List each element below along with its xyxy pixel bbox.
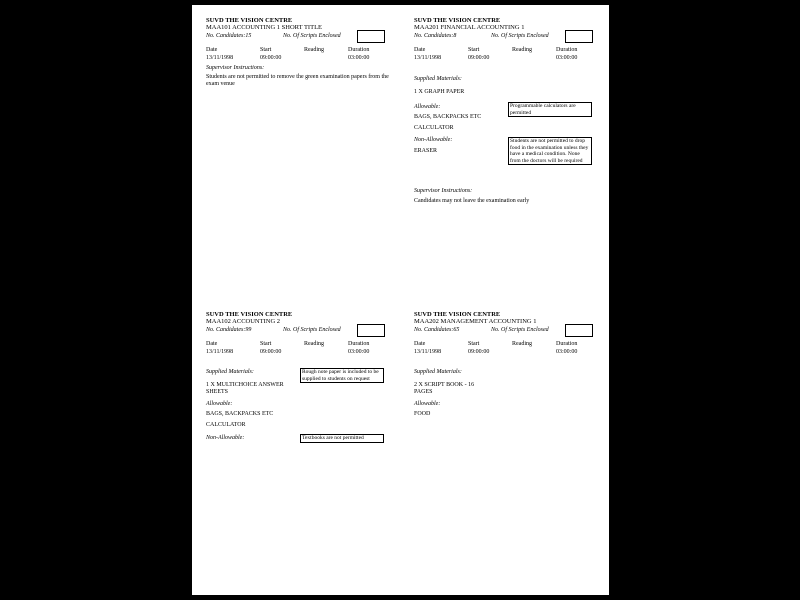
- reading-header: Reading: [304, 341, 324, 347]
- reading-header: Reading: [512, 47, 532, 53]
- exam-title: MAA102 ACCOUNTING 2: [206, 318, 281, 325]
- scripts-enclosed-label: No. Of Scripts Enclosed: [491, 327, 549, 333]
- start-header: Start: [468, 47, 480, 53]
- date-header: Date: [206, 341, 218, 347]
- supervisor-text: Students are not permitted to remove the green examination papers from the exam venue: [206, 74, 389, 87]
- scripts-enclosed-box[interactable]: [565, 30, 593, 43]
- exam-title: MAA201 FINANCIAL ACCOUNTING 1: [414, 24, 525, 31]
- centre-name: SUVD THE VISION CENTRE: [206, 311, 293, 318]
- allowable-note: Programmable calculators are permitted: [508, 102, 592, 117]
- allowable-label: Allowable:: [414, 104, 441, 110]
- non-allowable-label: Non-Allowable:: [414, 137, 453, 143]
- scripts-enclosed-label: No. Of Scripts Enclosed: [283, 327, 341, 333]
- exam-title: MAA101 ACCOUNTING 1 SHORT TITLE: [206, 24, 323, 31]
- allowable-label: Allowable:: [414, 401, 441, 407]
- exam-duration: 03:00:00: [348, 349, 370, 355]
- scripts-enclosed-box[interactable]: [357, 30, 385, 43]
- exam-date: 13/11/1998: [206, 349, 234, 355]
- exam-duration: 03:00:00: [556, 55, 578, 61]
- allowable-label: Allowable:: [206, 401, 233, 407]
- non-allowable-note: Textbooks are not permitted: [300, 434, 384, 443]
- exam-duration: 03:00:00: [556, 349, 578, 355]
- date-header: Date: [206, 47, 218, 53]
- supplied-item: 2 X SCRIPT BOOK - 16 PAGES: [414, 382, 475, 395]
- candidates-count: No. Candidates:99: [206, 327, 252, 333]
- start-header: Start: [260, 47, 272, 53]
- start-header: Start: [260, 341, 272, 347]
- exam-start: 09:00:00: [260, 349, 282, 355]
- candidates-count: No. Candidates:15: [206, 33, 252, 39]
- exam-date: 13/11/1998: [206, 55, 234, 61]
- supervisor-label: Supervisor Instructions:: [206, 65, 265, 71]
- exam-start: 09:00:00: [468, 349, 490, 355]
- date-header: Date: [414, 47, 426, 53]
- exam-start: 09:00:00: [468, 55, 490, 61]
- exam-date: 13/11/1998: [414, 349, 442, 355]
- centre-name: SUVD THE VISION CENTRE: [206, 17, 293, 24]
- allowable-item: BAGS, BACKPACKS ETC: [206, 411, 274, 417]
- duration-header: Duration: [556, 341, 578, 347]
- scripts-enclosed-label: No. Of Scripts Enclosed: [491, 33, 549, 39]
- supplied-note: Rough note paper is included to be supplied to students on request: [300, 368, 384, 383]
- allowable-item: CALCULATOR: [414, 125, 454, 131]
- scripts-enclosed-box[interactable]: [357, 324, 385, 337]
- supervisor-label: Supervisor Instructions:: [414, 188, 473, 194]
- non-allowable-note: Students are not permitted to drop food in the examination unless they have a medical condition. None from the doctors will be required: [508, 137, 592, 165]
- supplied-label: Supplied Materials:: [206, 369, 254, 375]
- allowable-item: CALCULATOR: [206, 422, 246, 428]
- start-header: Start: [468, 341, 480, 347]
- supplied-label: Supplied Materials:: [414, 76, 462, 82]
- scripts-enclosed-box[interactable]: [565, 324, 593, 337]
- scripts-enclosed-label: No. Of Scripts Enclosed: [283, 33, 341, 39]
- allowable-item: FOOD: [414, 411, 431, 417]
- non-allowable-label: Non-Allowable:: [206, 435, 245, 441]
- supervisor-text: Candidates may not leave the examination early: [414, 198, 530, 204]
- centre-name: SUVD THE VISION CENTRE: [414, 17, 501, 24]
- exam-date: 13/11/1998: [414, 55, 442, 61]
- non-allowable-item: ERASER: [414, 148, 438, 154]
- duration-header: Duration: [556, 47, 578, 53]
- candidates-count: No. Candidates:8: [414, 33, 457, 39]
- allowable-item: BAGS, BACKPACKS ETC: [414, 114, 482, 120]
- supplied-item: 1 X GRAPH PAPER: [414, 89, 465, 95]
- centre-name: SUVD THE VISION CENTRE: [414, 311, 501, 318]
- supplied-item: 1 X MULTICHOICE ANSWER SHEETS: [206, 382, 284, 395]
- document-page: [192, 5, 609, 595]
- reading-header: Reading: [512, 341, 532, 347]
- exam-start: 09:00:00: [260, 55, 282, 61]
- duration-header: Duration: [348, 47, 370, 53]
- date-header: Date: [414, 341, 426, 347]
- candidates-count: No. Candidates:65: [414, 327, 460, 333]
- exam-title: MAA202 MANAGEMENT ACCOUNTING 1: [414, 318, 537, 325]
- reading-header: Reading: [304, 47, 324, 53]
- supplied-label: Supplied Materials:: [414, 369, 462, 375]
- exam-duration: 03:00:00: [348, 55, 370, 61]
- duration-header: Duration: [348, 341, 370, 347]
